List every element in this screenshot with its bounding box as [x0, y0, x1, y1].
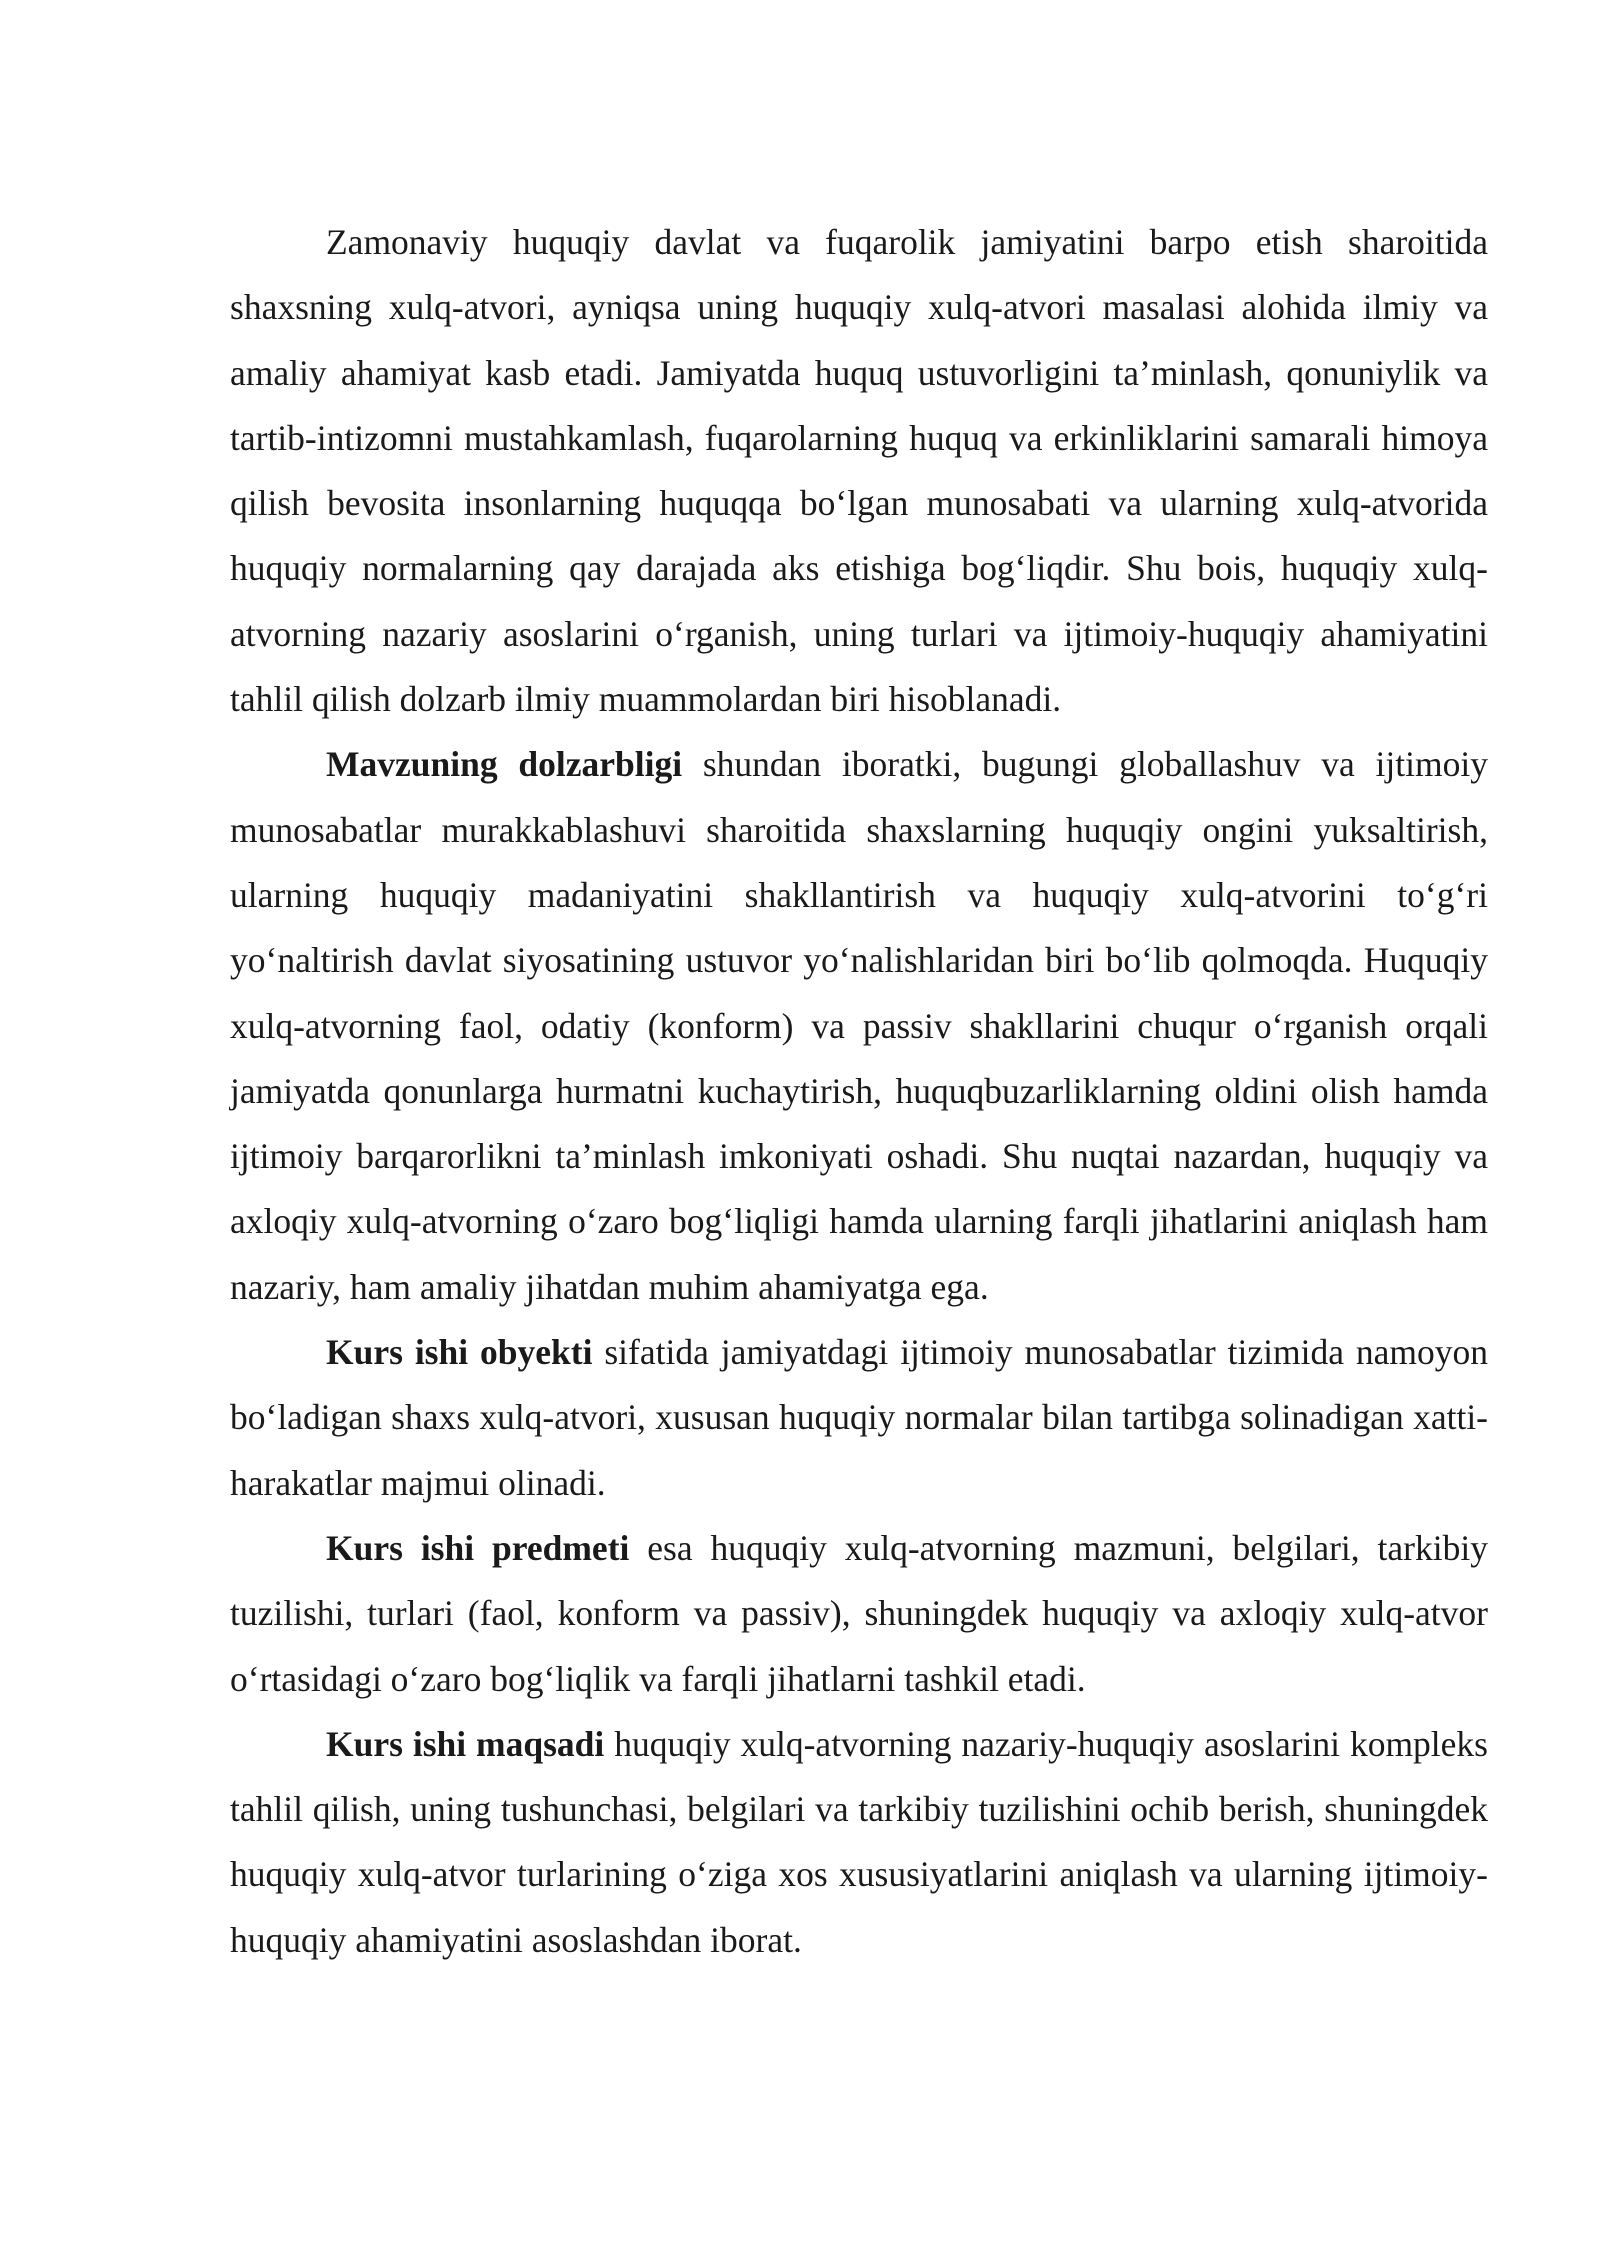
document-body	[230, 210, 1488, 1973]
paragraph-relevance	[230, 732, 1488, 1320]
paragraph-lead: Mavzuning dolzarbligi	[326, 744, 683, 785]
paragraph-introduction	[230, 210, 1488, 732]
paragraph-lead: Kurs ishi predmeti	[326, 1527, 630, 1568]
paragraph-text: Zamonaviy huquqiy davlat va fuqarolik jamiyatini barpo etish sharoitida shaxsning xulq-atvori, ayniqsa uning huquqiy xulq-atvori masalasi alohida ilmiy va amaliy ahamiyat kasb etadi. Jamiyatda huquq ustuvorligini ta’minlash, qonuniylik va tartib-intizomni mustahkamlash, fuqarolarning huquq va erkinliklarini samarali himoya qilish bevosita insonlarning huquqqa bo‘lgan munosabati va ularning xulq-atvorida huquqiy normalarning qay darajada aks etishiga bog‘liqdir. Shu bois, huquqiy xulq-atvorning nazariy asoslarini o‘rganish, uning turlari va ijtimoiy-huquqiy ahamiyatini tahlil qilish dolzarb ilmiy muammolardan biri hisoblanadi.	[230, 222, 1488, 720]
paragraph-lead: Kurs ishi obyekti	[326, 1332, 593, 1373]
paragraph-text: sifatida jamiyatdagi ijtimoiy munosabatlar tizimida namoyon bo‘ladigan shaxs xulq-atvori, xususan huquqiy normalar bilan tartibga solinadigan xatti-harakatlar majmui olinadi.	[230, 1332, 1488, 1503]
paragraph-lead: Kurs ishi maqsadi	[326, 1723, 605, 1764]
paragraph-object	[230, 1320, 1488, 1516]
paragraph-text: shundan iboratki, bugungi globallashuv va ijtimoiy munosabatlar murakkablashuvi sharoitida shaxslarning huquqiy ongini yuksaltirish, ularning huquqiy madaniyatini shakllantirish va huquqiy xulq-atvorini to‘g‘ri yo‘naltirish davlat siyosatining ustuvor yo‘nalishlaridan biri bo‘lib qolmoqda. Huquqiy xulq-atvorning faol, odatiy (konform) va passiv shakllarini chuqur o‘rganish orqali jamiyatda qonunlarga hurmatni kuchaytirish, huquqbuzarliklarning oldini olish hamda ijtimoiy barqarorlikni ta’minlash imkoniyati oshadi. Shu nuqtai nazardan, huquqiy va axloqiy xulq-atvorning o‘zaro bog‘liqligi hamda ularning farqli jihatlarini aniqlash ham nazariy, ham amaliy jihatdan muhim ahamiyatga ega.	[230, 744, 1488, 1307]
paragraph-text: esa huquqiy xulq-atvorning mazmuni, belgilari, tarkibiy tuzilishi, turlari (faol, konform va passiv), shuningdek huquqiy va axloqiy xulq-atvor o‘rtasidagi o‘zaro bog‘liqlik va farqli jihatlarni tashkil etadi.	[230, 1527, 1488, 1699]
paragraph-subject	[230, 1516, 1488, 1712]
paragraph-text: huquqiy xulq-atvorning nazariy-huquqiy asoslarini kompleks tahlil qilish, uning tushunchasi, belgilari va tarkibiy tuzilishini ochib berish, shuningdek huquqiy xulq-atvor turlarining o‘ziga xos xususiyatlarini aniqlash va ularning ijtimoiy-huquqiy ahamiyatini asoslashdan iborat.	[230, 1723, 1488, 1960]
paragraph-goal	[230, 1712, 1488, 1973]
